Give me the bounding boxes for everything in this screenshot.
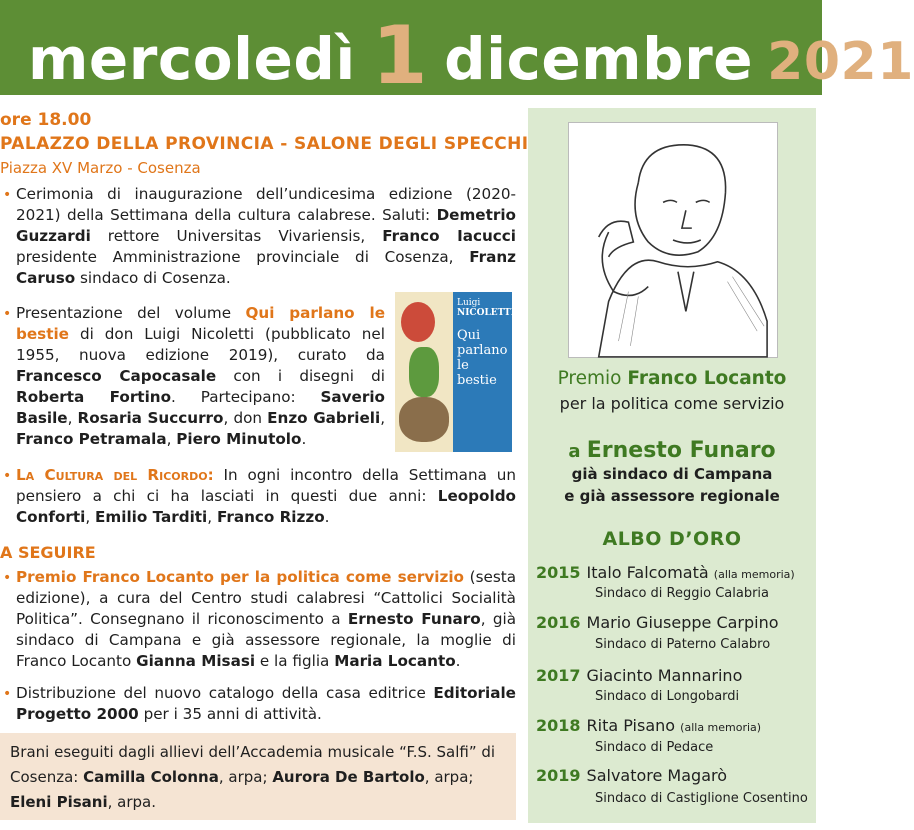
winner-name: Salvatore Magarò [586, 766, 728, 785]
text: , arpa; [218, 768, 273, 786]
text: Distribuzione del nuovo catalogo della casa editrice [16, 684, 434, 702]
winner-row [536, 716, 761, 735]
weekday: mercoledì [28, 25, 356, 93]
animal-shape [399, 397, 449, 442]
animal-shape [409, 347, 439, 397]
cover-author-first: Luigi [457, 298, 481, 308]
name: Aurora De Bartolo [272, 768, 425, 786]
cover-author-last: NICOLETTI [457, 308, 515, 318]
year: 2021 [767, 32, 914, 92]
section-heading: A SEGUIRE [0, 543, 96, 562]
date-title [28, 5, 914, 102]
section-label: La Cultura del Ricordo: [16, 466, 214, 484]
text: Brani eseguiti dagli allievi dell’Accademia musicale “F.S. Salfi” di Cosenza: [10, 743, 496, 786]
text: con i disegni di [216, 367, 385, 385]
name: Leopoldo Conforti [16, 487, 516, 526]
text: (sesta edizione), a cura del Centro studi calabresi “Cattolici Socialità Politica”. Consegnano il riconoscimento a [16, 568, 516, 628]
text: per i 35 anni di attività. [138, 705, 322, 723]
albo-heading: ALBO D’ORO [602, 528, 742, 550]
book-title: Qui parlano le bestie [16, 304, 385, 343]
winner-row [536, 666, 742, 685]
name: Franco Petramala [16, 430, 167, 448]
winner-year: 2016 [536, 613, 581, 632]
month: dicembre [444, 25, 754, 93]
text: presidente Amministrazione provinciale di Cosenza, [16, 248, 470, 266]
winner-year: 2019 [536, 766, 581, 785]
winner-role: Sindaco di Pedace [595, 740, 714, 755]
name: Maria Locanto [334, 652, 456, 670]
cover-title-line: le [457, 358, 469, 373]
text: sindaco di Cosenza. [75, 269, 231, 287]
event-time: ore 18.00 [0, 110, 92, 130]
prize-name: Premio Franco Locanto per la politica come servizio [16, 568, 464, 586]
text: In ogni incontro della Settimana un pensiero a chi ci ha lasciati in questi due anni: [16, 466, 516, 505]
winner-name: Giacinto Mannarino [586, 666, 743, 685]
text: di don Luigi Nicoletti (pubblicato nel 1955, nuova edizione 2019), curato da [16, 325, 385, 364]
date-banner [0, 0, 914, 102]
item-memory [16, 465, 516, 528]
name: Ernesto Funaro [347, 610, 481, 628]
name: Rosaria Succurro [77, 409, 224, 427]
bullet-icon: • [3, 570, 12, 586]
text: , [85, 508, 96, 526]
name: Editoriale Progetto 2000 [16, 684, 516, 723]
name: Saverio Basile [16, 388, 385, 427]
name: Franz Caruso [16, 248, 516, 287]
item-book-presentation [16, 303, 385, 450]
text: , già sindaco di Campana e già assessore regionale, la moglie di Franco Locanto [16, 610, 516, 670]
name: Gianna Misasi [136, 652, 256, 670]
winner-row [536, 613, 779, 632]
text: , arpa. [107, 793, 157, 811]
text: . [455, 652, 461, 670]
winner-name: Italo Falcomatà [586, 563, 709, 582]
prize-person: Franco Locanto [627, 368, 787, 389]
recipient-name: Ernesto Funaro [586, 438, 776, 463]
book-cover-image [395, 292, 515, 452]
winner-year: 2018 [536, 716, 581, 735]
item-prize [16, 567, 516, 672]
day-number: 1 [371, 9, 428, 102]
prize-subtitle: per la politica come servizio [559, 394, 785, 413]
parrot-shape [401, 302, 435, 342]
bullet-icon: • [3, 306, 12, 322]
name: Camilla Colonna [83, 768, 219, 786]
award-recipient [528, 438, 816, 463]
winner-note: (alla memoria) [680, 721, 762, 734]
text: e la figlia [255, 652, 335, 670]
winner-name: Mario Giuseppe Carpino [586, 613, 779, 632]
prize-sidebar [528, 108, 816, 823]
name: Enzo Gabrieli [267, 409, 381, 427]
winner-role: Sindaco di Reggio Calabria [595, 586, 769, 601]
text: . [324, 508, 330, 526]
winner-role: Sindaco di Castiglione Cosentino [595, 791, 808, 806]
text: Premio [557, 368, 628, 389]
text: , [67, 409, 78, 427]
name: Piero Minutolo [176, 430, 302, 448]
text: . [301, 430, 307, 448]
portrait-sketch-icon [569, 123, 777, 357]
prize-title [528, 368, 816, 389]
event-address: Piazza XV Marzo - Cosenza [0, 159, 201, 177]
winner-role: Sindaco di Paterno Calabro [595, 637, 771, 652]
winner-year: 2017 [536, 666, 581, 685]
text: rettore Universitas Vivariensis, [90, 227, 383, 245]
name: Eleni Pisani [10, 793, 108, 811]
music-box [0, 733, 516, 820]
event-venue: PALAZZO DELLA PROVINCIA - SALONE DEGLI SPECCHI [0, 134, 529, 154]
cover-title-line: bestie [457, 373, 497, 388]
name: Franco Rizzo [216, 508, 325, 526]
text: Presentazione del volume [16, 304, 246, 322]
portrait-drawing [568, 122, 778, 358]
bullet-icon: • [3, 468, 12, 484]
text: , [207, 508, 217, 526]
name: Demetrio Guzzardi [16, 206, 516, 245]
bullet-icon: • [3, 187, 12, 203]
text: , [166, 430, 177, 448]
item-catalogue [16, 683, 516, 725]
winner-row [536, 563, 795, 582]
winner-role: Sindaco di Longobardi [595, 689, 740, 704]
text: Cerimonia di inaugurazione dell’undicesima edizione (2020-2021) della Settimana della cultura calabrese. Saluti: [16, 185, 516, 224]
text: , arpa; [424, 768, 474, 786]
recipient-role: e già assessore regionale [564, 487, 780, 505]
name: Roberta Fortino [16, 388, 172, 406]
name: Emilio Tarditi [95, 508, 208, 526]
winner-name: Rita Pisano [586, 716, 676, 735]
item-inauguration [16, 184, 516, 289]
cover-title-line: Qui [457, 328, 481, 343]
recipient-role: già sindaco di Campana [571, 465, 773, 483]
text: , [380, 409, 386, 427]
text: . Partecipano: [171, 388, 321, 406]
winner-note: (alla memoria) [713, 568, 795, 581]
winner-year: 2015 [536, 563, 581, 582]
text: , don [223, 409, 268, 427]
text: a [568, 441, 587, 462]
cover-title-line: parlano [457, 343, 508, 358]
name: Franco Iacucci [382, 227, 516, 245]
name: Francesco Capocasale [16, 367, 217, 385]
winner-row [536, 766, 727, 785]
bullet-icon: • [3, 686, 12, 702]
